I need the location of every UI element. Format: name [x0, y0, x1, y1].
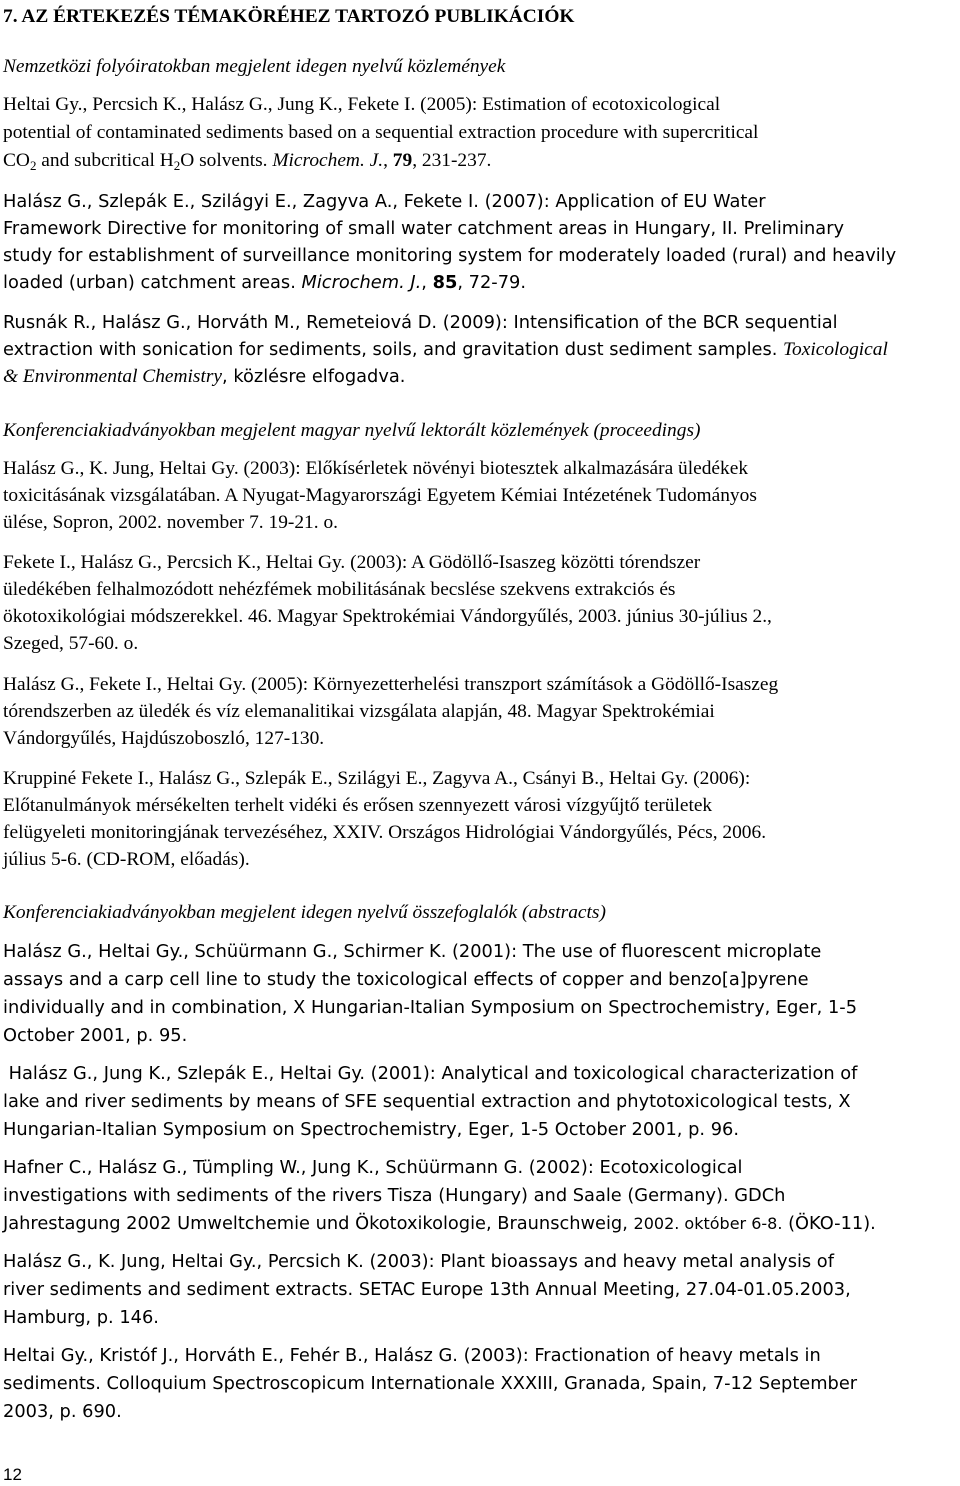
- reference-line: Heltai Gy., Kristóf J., Horváth E., Fehér B., Halász G. (2003): Fractionation of heavy metals in: [3, 1345, 821, 1366]
- ref-text: O solvents.: [180, 150, 273, 171]
- reference-line: Halász G., K. Jung, Heltai Gy., Percsich K. (2003): Plant bioassays and heavy metal analysis of: [3, 1251, 834, 1272]
- reference-line: [3, 1212, 876, 1236]
- reference-line: [3, 271, 526, 295]
- reference-line: Kruppiné Fekete I., Halász G., Szlepák E., Szilágyi E., Zagyva A., Csányi B., Heltai Gy. (2006):: [3, 768, 751, 789]
- reference-line: Halász G., Jung K., Szlepák E., Heltai Gy. (2001): Analytical and toxicological characterization of: [3, 1063, 858, 1084]
- ref-text: CO: [3, 150, 30, 171]
- reference-line: felügyeleti monitoringjának tervezéséhez, XXIV. Országos Hidrológiai Vándorgyűlés, Pécs, 2006.: [3, 822, 767, 843]
- ref-text-small: 2002. október 6-8.: [633, 1214, 783, 1233]
- reference-line: üledékében felhalmozódott nehézfémek mobilitásának becslése szekvens extrakciós és: [3, 579, 676, 600]
- reference-line: Halász G., Szlepák E., Szilágyi E., Zagyva A., Fekete I. (2007): Application of EU Water: [3, 191, 766, 212]
- reference-line: individually and in combination, X Hungarian-Italian Symposium on Spectrochemistry, Eger, 1-5: [3, 997, 858, 1018]
- section-heading: 7. AZ ÉRTEKEZÉS TÉMAKÖRÉHEZ TARTOZÓ PUBLIKÁCIÓK: [3, 6, 575, 27]
- reference-line: sediments. Colloquium Spectroscopicum Internationale XXXIII, Granada, Spain, 7-12 September: [3, 1373, 858, 1394]
- reference-line: Heltai Gy., Percsich K., Halász G., Jung K., Fekete I. (2005): Estimation of ecotoxicological: [3, 94, 721, 115]
- ref-text: , 72-79.: [457, 272, 526, 293]
- reference-line: Halász G., Fekete I., Heltai Gy. (2005): Környezetterhelési transzport számítások a Gödöllő-Isaszeg: [3, 674, 779, 695]
- journal-name: & Environmental Chemistry: [3, 366, 223, 387]
- reference-line: October 2001, p. 95.: [3, 1025, 188, 1046]
- reference-line: július 5-6. (CD-ROM, előadás).: [3, 849, 250, 870]
- subsection-title-proceedings: Konferenciakiadványokban megjelent magyar nyelvű lektorált közlemények (proceedings): [3, 420, 701, 441]
- reference-line: tórendszerben az üledék és víz elemanalitikai vizsgálata alapján, 48. Magyar Spektrokémiai: [3, 701, 715, 722]
- subsection-title-abstracts: Konferenciakiadványokban megjelent idegen nyelvű összefoglalók (abstracts): [3, 902, 606, 923]
- reference-line: potential of contaminated sediments based on a sequential extraction procedure with supercritical: [3, 122, 759, 143]
- subscript: 2: [29, 158, 37, 173]
- reference-line: Framework Directive for monitoring of small water catchment areas in Hungary, II. Preliminary: [3, 218, 845, 239]
- reference-line: Hungarian-Italian Symposium on Spectrochemistry, Eger, 1-5 October 2001, p. 96.: [3, 1119, 739, 1140]
- reference-line: Rusnák R., Halász G., Horváth M., Remeteiová D. (2009): Intensification of the BCR sequential: [3, 312, 838, 333]
- ref-text: loaded (urban) catchment areas.: [3, 272, 302, 293]
- reference-line: toxicitásának vizsgálatában. A Nyugat-Magyarországi Egyetem Kémiai Intézetének Tudományos: [3, 485, 757, 506]
- reference-line: ülése, Sopron, 2002. november 7. 19-21. o.: [3, 512, 338, 533]
- reference-line: Szeged, 57-60. o.: [3, 633, 139, 654]
- subscript: 2: [173, 158, 181, 173]
- ref-text: ,: [421, 272, 433, 293]
- reference-line: lake and river sediments by means of SFE sequential extraction and phytotoxicological tests, X: [3, 1091, 851, 1112]
- reference-line: Halász G., K. Jung, Heltai Gy. (2003): Előkísérletek növényi biotesztek alkalmazására üledékek: [3, 458, 749, 479]
- reference-line: ökotoxikológiai módszerekkel. 46. Magyar Spektrokémiai Vándorgyűlés, 2003. június 30-július 2.,: [3, 606, 772, 627]
- reference-line: Vándorgyűlés, Hajdúszoboszló, 127-130.: [3, 728, 325, 749]
- reference-line: Hamburg, p. 146.: [3, 1307, 159, 1328]
- reference-line: Előtanulmányok mérsékelten terhelt vidéki és erősen szennyezett városi vízgyűjtő területek: [3, 795, 713, 816]
- reference-line: investigations with sediments of the rivers Tisza (Hungary) and Saale (Germany). GDCh: [3, 1185, 786, 1206]
- reference-line: Halász G., Heltai Gy., Schüürmann G., Schirmer K. (2001): The use of fluorescent microplate: [3, 941, 822, 962]
- ref-text: , közlésre elfogadva.: [222, 366, 406, 387]
- reference-line: Hafner C., Halász G., Tümpling W., Jung K., Schüürmann G. (2002): Ecotoxicological: [3, 1157, 743, 1178]
- page-number: 12: [3, 1465, 22, 1484]
- reference-line: [3, 365, 405, 389]
- reference-line: assays and a carp cell line to study the toxicological effects of copper and benzo[a]pyrene: [3, 969, 809, 990]
- volume: 85: [432, 272, 458, 293]
- ref-text: (ÖKO-11).: [782, 1213, 876, 1234]
- reference-line: [3, 149, 491, 173]
- journal-name: Microchem. J.: [272, 150, 384, 171]
- volume: 79: [392, 150, 413, 171]
- reference-line: 2003, p. 690.: [3, 1401, 122, 1422]
- reference-line: Fekete I., Halász G., Percsich K., Heltai Gy. (2003): A Gödöllő-Isaszeg közötti tórendszer: [3, 552, 701, 573]
- journal-name: Microchem. J.: [301, 272, 422, 293]
- journal-name: Toxicological: [783, 339, 888, 360]
- subsection-title-intl: Nemzetközi folyóiratokban megjelent idegen nyelvű közlemények: [3, 56, 506, 77]
- ref-text: , 231-237.: [412, 150, 492, 171]
- ref-text: Jahrestagung 2002 Umweltchemie und Ökotoxikologie, Braunschweig,: [3, 1213, 634, 1234]
- ref-text: extraction with sonication for sediments, soils, and gravitation dust sediment samples.: [3, 339, 784, 360]
- reference-line: study for establishment of surveillance monitoring system for moderately loaded (rural) and heavily: [3, 245, 897, 266]
- reference-line: [3, 338, 888, 362]
- ref-text: and subcritical H: [36, 150, 174, 171]
- reference-line: river sediments and sediment extracts. SETAC Europe 13th Annual Meeting, 27.04-01.05.2003,: [3, 1279, 851, 1300]
- ref-text: ,: [383, 150, 393, 171]
